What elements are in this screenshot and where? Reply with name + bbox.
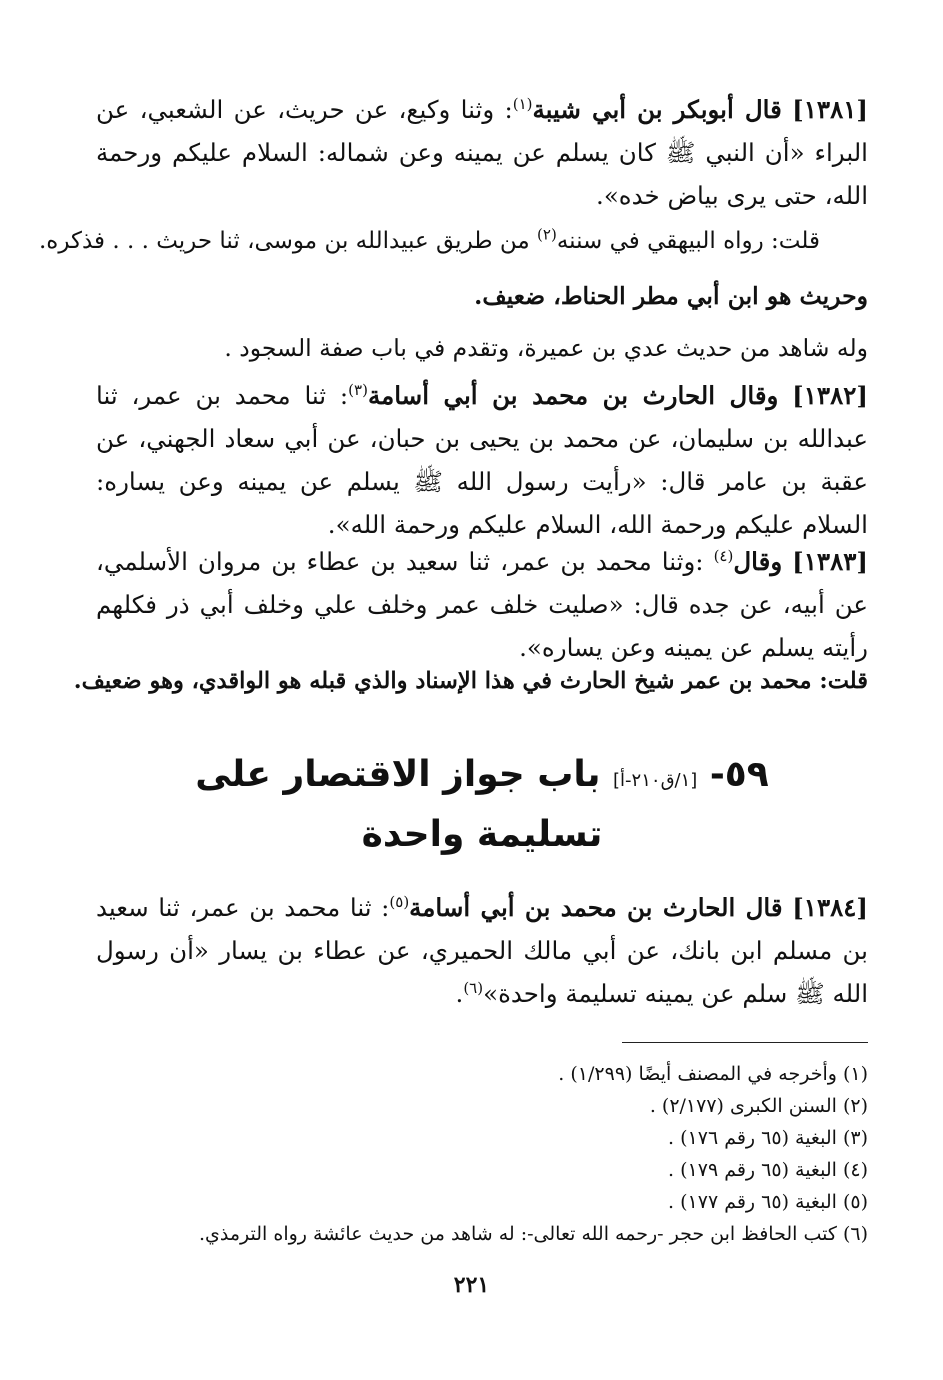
hadith-1381 — [96, 88, 868, 217]
footnote-ref: (١) — [512, 94, 533, 113]
footnotes — [96, 1058, 868, 1250]
footnote-ref: (٢) — [537, 225, 557, 244]
footnote-4: (٤) البغية (٦٥ رقم ١٧٩) . — [668, 1159, 868, 1181]
footnote-5: (٥) البغية (٦٥ رقم ١٧٧) . — [668, 1191, 868, 1213]
hadith-number: [١٣٨٢] — [792, 381, 868, 410]
chapter-title-line1 — [96, 744, 868, 812]
footnote-divider — [622, 1042, 868, 1043]
footnote-2: (٢) السنن الكبرى (٢/١٧٧) . — [649, 1095, 868, 1117]
note-hurayth: وحريث هو ابن أبي مطر الحناط، ضعيف. — [474, 282, 868, 310]
hadith-1382 — [96, 374, 868, 546]
footnote-ref: (٤) — [713, 546, 734, 565]
hadith-text: : ثنا محمد بن عمر، ثنا عبدالله بن سليمان، عن محمد بن يحيى بن حبان، عن أبي سعاد الجهني، عن عقبة بن عامر قال: «رأيت رسول الله ﷺ يسلم عن يمينه وعن يساره: السلام عليكم ورحمة الله، السلام عليكم ورحمة الله». — [96, 381, 868, 539]
hadith-number: [١٣٨١] — [792, 95, 868, 124]
footnote-3: (٣) البغية (٦٥ رقم ١٧٦) . — [668, 1127, 868, 1149]
page-number: ٢٢١ — [453, 1272, 490, 1298]
hadith-lead: وقال الحارث بن محمد بن أبي أسامة — [367, 381, 779, 410]
hadith-number: [١٣٨٣] — [792, 547, 868, 576]
footnote-ref: (٥) — [389, 892, 410, 911]
hadith-text: : ثنا محمد بن عمر، ثنا سعيد بن مسلم ابن بانك، عن أبي مالك الحميري، عن عطاء بن يسار «أن رسول الله ﷺ سلم عن يمينه تسليمة واحدة» — [96, 893, 868, 1008]
note-bayhaqi: قلت: رواه البيهقي في سننه$^{(٢)}$ من طريق عبيدالله بن موسى، ثنا حريث . . . فذكره. — [38, 225, 820, 254]
footnote-1: (١) وأخرجه في المصنف أيضًا (١/٢٩٩) . — [558, 1063, 868, 1085]
hadith-1383 — [96, 540, 868, 669]
footnote-6: (٦) كتب الحافظ ابن حجر -رحمه الله تعالى-: له شاهد من حديث عائشة رواه الترمذي. — [198, 1223, 868, 1245]
chapter-title: باب جواز الاقتصار على — [195, 754, 601, 795]
hadith-text: :وثنا محمد بن عمر، ثنا سعيد بن عطاء بن مروان الأسلمي، عن أبيه، عن جده قال: «صليت خلف عمر وخلف علي وخلف أبي ذر فكلهم رأيته يسلم عن يمينه وعن يساره». — [96, 547, 868, 662]
footnote-ref: (٣) — [348, 380, 368, 399]
hadith-lead: وقال — [733, 547, 783, 576]
chapter-number: ٥٩- — [709, 754, 769, 795]
hadith-lead: قال أبوبكر بن أبي شيبة — [532, 95, 782, 124]
hadith-number: [١٣٨٤] — [792, 893, 869, 922]
hadith-lead: قال الحارث بن محمد بن أبي أسامة — [409, 893, 783, 922]
footnote-ref: (٦) — [463, 978, 484, 997]
chapter-title-line2: تسليمة واحدة — [361, 814, 603, 855]
manuscript-ref: [١/ق٢١٠-أ] — [613, 770, 698, 791]
note-shahid: وله شاهد من حديث عدي بن عميرة، وتقدم في باب صفة السجود . — [224, 334, 868, 362]
hadith-text: : وثنا وكيع، عن حريث، عن الشعبي، عن البراء «أن النبي ﷺ كان يسلم عن يمينه وعن شماله: السلام عليكم ورحمة الله، حتى يرى بياض خده». — [96, 95, 868, 210]
hadith-1384: [١٣٨٤] قال الحارث بن محمد بن أبي أسامة$^{(٥)}$: ثنا محمد بن عمر، ثنا سعيد بن مسلم ابن بانك، عن أبي مالك الحميري، عن عطاء بن يسار «أن رسول الله ﷺ سلم عن يمينه تسليمة واحدة»$^{(٦)}$. — [96, 892, 869, 1008]
note-waqidi: قلت: محمد بن عمر شيخ الحارث في هذا الإسناد والذي قبله هو الواقدي، وهو ضعيف. — [73, 668, 868, 694]
